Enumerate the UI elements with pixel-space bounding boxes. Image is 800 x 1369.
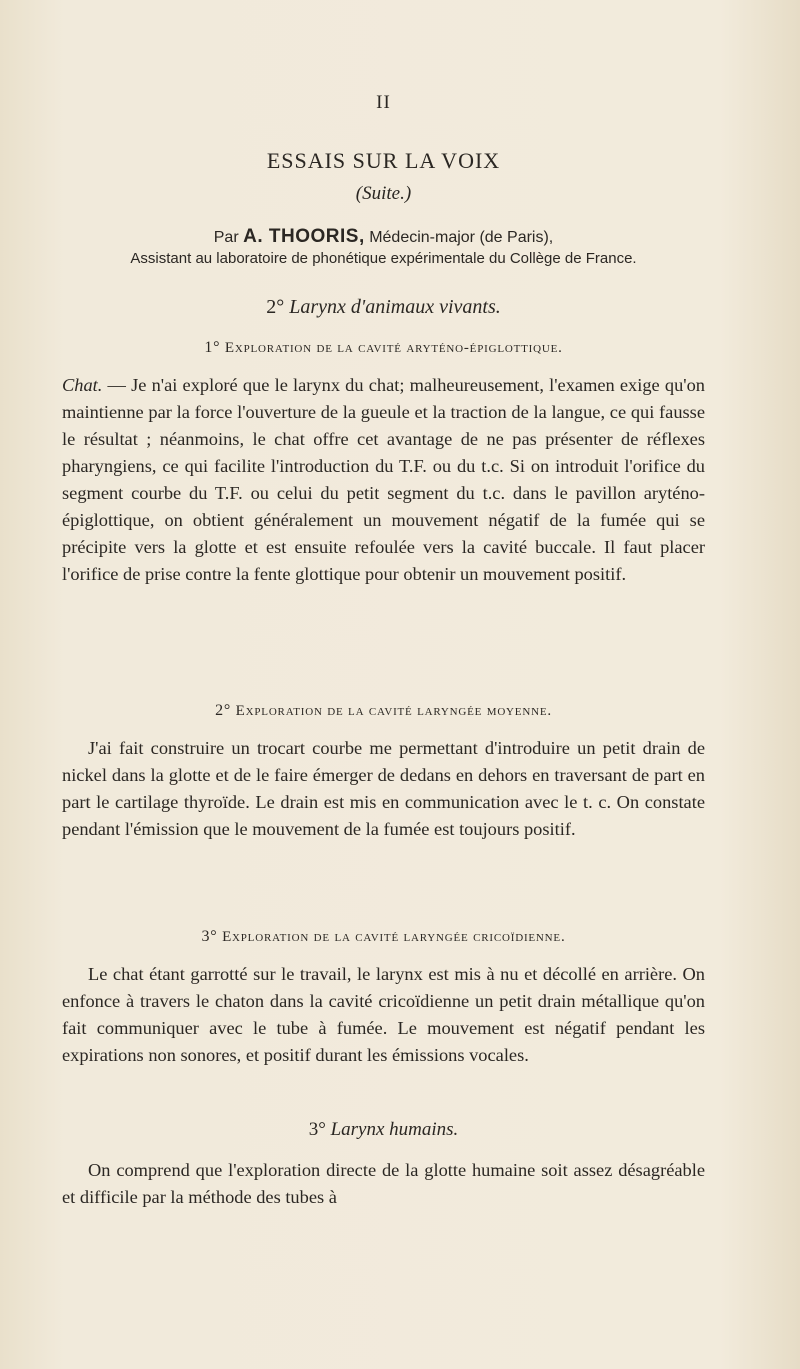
section-number: 2° — [266, 296, 285, 318]
chapter-number: II — [376, 92, 391, 113]
subsection-number: 1° — [204, 339, 221, 356]
paragraph-text: J'ai fait construire un trocart courbe me permettant d'introduire un petit drain de nickel dans la glotte et de le faire émerger de dedans en dehors en traversant de part en part le cartilage thyroïde. Le drain est mis en communication avec le t. c. On constate pendant l'émission que le mouvement de la fumée est toujours positif. — [62, 738, 705, 839]
section-label: Larynx d'animaux vivants. — [289, 296, 501, 318]
section-number: 3° — [308, 1119, 326, 1140]
paragraph-humains — [62, 1157, 705, 1211]
author-affiliation: Assistant au laboratoire de phonétique expérimentale du Collège de France. — [130, 250, 637, 267]
article-subtitle: (Suite.) — [355, 183, 412, 204]
paragraph-lead: Chat. — [62, 375, 103, 395]
paragraph-garrotte — [62, 961, 705, 1069]
subsection-label: Exploration de la cavité laryngée cricoïdienne. — [222, 929, 566, 945]
article-title: ESSAIS SUR LA VOIX — [266, 148, 501, 173]
section-heading-humains — [62, 1119, 705, 1141]
paragraph-text: — Je n'ai exploré que le larynx du chat; malheureusement, l'examen exige qu'on maintienne par la force l'ouverture de la gueule et la traction de la langue, ce qui fausse le résultat ; néanmoins, le chat offre cet avantage de ne pas présenter de réflexes pharyngiens, ce qui facilite l'introduction du T.F. ou du t.c. Si on introduit l'orifice du segment courbe du T.F. ou celui du petit segment du t.c. dans le pavillon aryténo-épiglottique, on obtient généralement un mouvement négatif de la fumée qui se précipite vers la glotte et est ensuite refoulée vers la cavité buccale. Il faut placer l'orifice de prise contre la fente glottique pour obtenir un mouvement positif. — [62, 375, 705, 584]
author-line — [62, 226, 705, 248]
subsection-heading-moyenne — [62, 702, 705, 720]
author-prefix: Par — [213, 229, 239, 246]
subsection-heading-aryteno — [62, 339, 705, 357]
subsection-label: Exploration de la cavité laryngée moyenne. — [235, 703, 552, 719]
subsection-heading-cricoidienne — [62, 928, 705, 946]
subsection-number: 2° — [215, 702, 232, 719]
paragraph-trocart — [62, 735, 705, 843]
section-heading-animaux — [62, 296, 705, 319]
paragraph-chat — [62, 372, 705, 588]
paragraph-text: On comprend que l'exploration directe de la glotte humaine soit assez désagréable et difficile par la méthode des tubes à — [62, 1160, 705, 1207]
subsection-label: Exploration de la cavité aryténo-épiglottique. — [224, 340, 563, 356]
section-label: Larynx humains. — [330, 1119, 459, 1140]
paragraph-text: Le chat étant garrotté sur le travail, le larynx est mis à nu et décollé en arrière. On enfonce à travers le chaton dans la cavité cricoïdienne un petit drain métallique qu'on fait communiquer avec le tube à fumée. Le mouvement est négatif pendant les expirations non sonores, et positif durant les émissions vocales. — [62, 964, 705, 1065]
author-name: A. THOORIS, — [243, 226, 365, 247]
subsection-number: 3° — [201, 928, 218, 945]
author-role: Médecin-major (de Paris), — [369, 229, 554, 246]
